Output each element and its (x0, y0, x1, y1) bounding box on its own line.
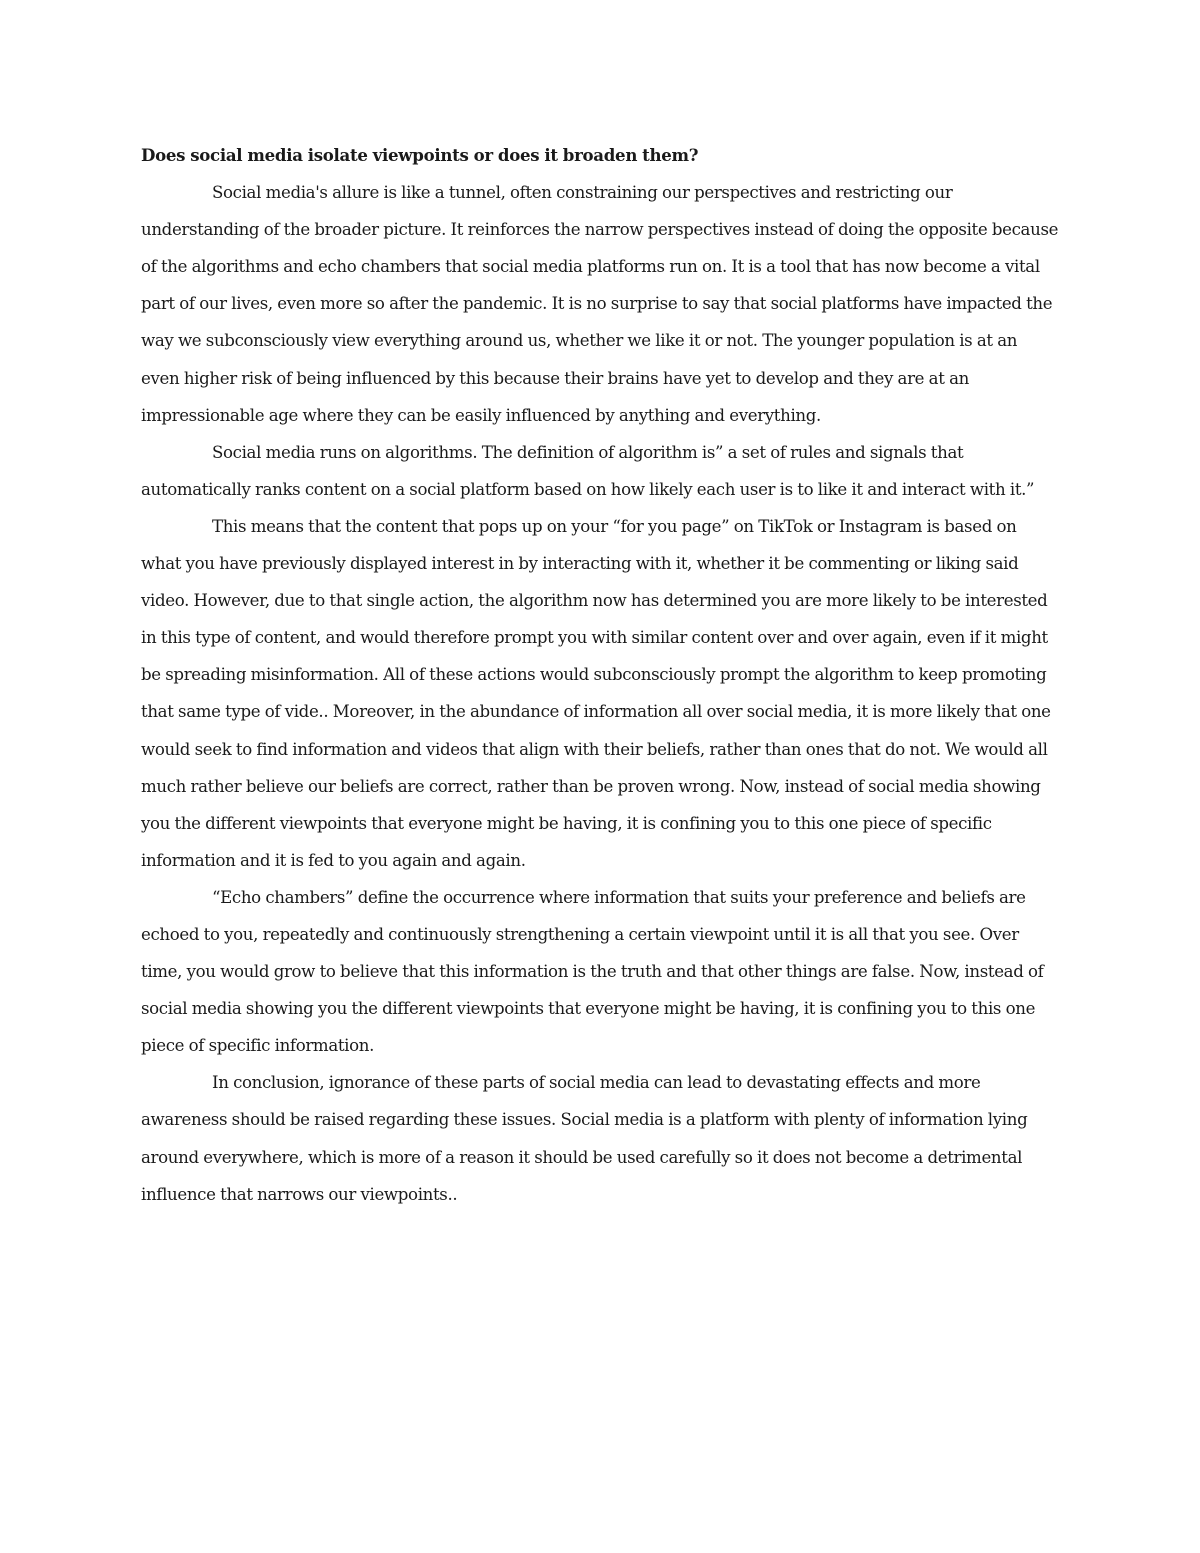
document-body (141, 137, 1059, 1213)
paragraph-echo-chambers: “Echo chambers” define the occurrence where information that suits your preference and beliefs are echoed to you, repeatedly and continuously strengthening a certain viewpoint until it is all that you see. Over time, you would grow to believe that this information is the truth and that other things are false. Now, instead of social media showing you the different viewpoints that everyone might be having, it is confining you to this one piece of specific information. (141, 887, 1044, 1056)
document-title: Does social media isolate viewpoints or does it broaden them? (141, 145, 699, 165)
paragraph-algorithms: Social media runs on algorithms. The definition of algorithm is” a set of rules and signals that automatically ranks content on a social platform based on how likely each user is to like it and interact with it.” (141, 442, 1035, 499)
paragraph-conclusion: In conclusion, ignorance of these parts of social media can lead to devastating effects and more awareness should be raised regarding these issues. Social media is a platform with plenty of information lying around everywhere, which is more of a reason it should be used carefully so it does not become a detrimental influence that narrows our viewpoints.. (141, 1073, 1028, 1204)
paragraph-for-you-page: This means that the content that pops up on your “for you page” on TikTok or Instagram is based on what you have previously displayed interest in by interacting with it, whether it be commenting or liking said video. However, due to that single action, the algorithm now has determined you are more likely to be interested in this type of content, and would therefore prompt you with similar content over and over again, even if it might be spreading misinformation. All of these actions would subconsciously prompt the algorithm to keep promoting that same type of vide.. Moreover, in the abundance of information all over social media, it is more likely that one would seek to find information and videos that align with their beliefs, rather than ones that do not. We would all much rather believe our beliefs are correct, rather than be proven wrong. Now, instead of social media showing you the different viewpoints that everyone might be having, it is confining you to this one piece of specific information and it is fed to you again and again. (141, 516, 1051, 870)
paragraph-intro: Social media's allure is like a tunnel, often constraining our perspectives and restricting our understanding of the broader picture. It reinforces the narrow perspectives instead of doing the opposite because of the algorithms and echo chambers that social media platforms run on. It is a tool that has now become a vital part of our lives, even more so after the pandemic. It is no surprise to say that social platforms have impacted the way we subconsciously view everything around us, whether we like it or not. The younger population is at an even higher risk of being influenced by this because their brains have yet to develop and they are at an impressionable age where they can be easily influenced by anything and everything. (141, 183, 1059, 425)
